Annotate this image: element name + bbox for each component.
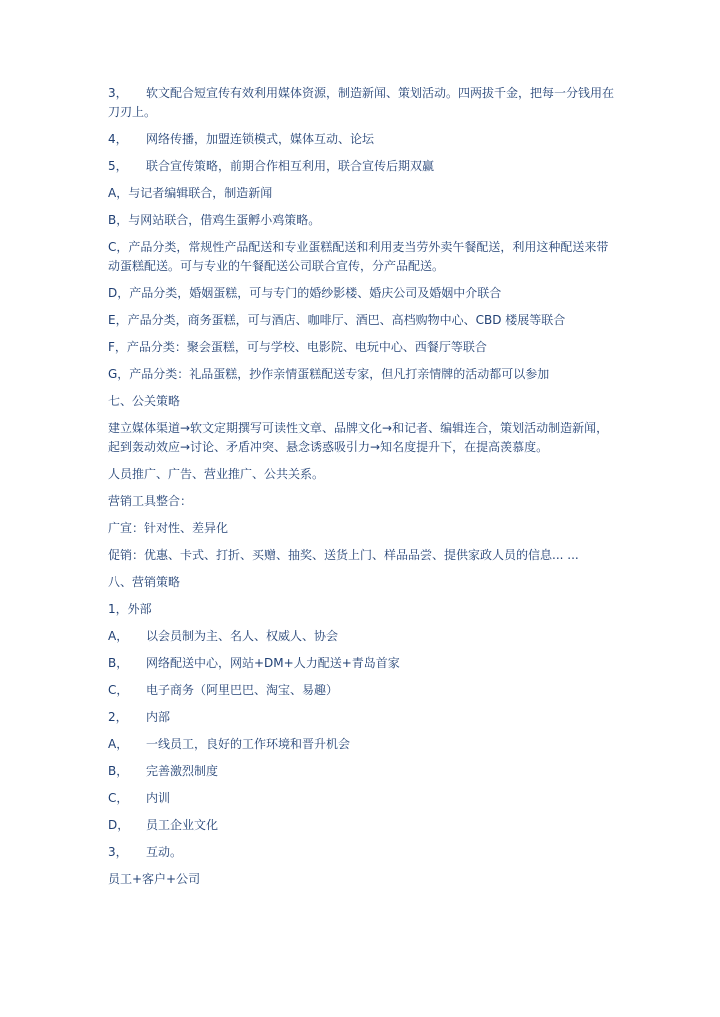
list-marker: C， xyxy=(108,791,129,805)
paragraph-text: 内部 xyxy=(146,710,171,724)
paragraph: B，与网站联合，借鸡生蛋孵小鸡策略。 xyxy=(108,213,321,227)
paragraph-text: 联合宣传策略，前期合作相互利用，联合宣传后期双赢 xyxy=(146,159,435,173)
paragraph xyxy=(108,130,618,149)
list-marker: 2， xyxy=(108,710,128,724)
paragraph xyxy=(108,157,618,176)
paragraph xyxy=(108,789,618,808)
paragraph: 人员推广、广告、营业推广、公共关系。 xyxy=(108,467,325,481)
paragraph-text: 内训 xyxy=(146,791,171,805)
paragraph xyxy=(108,84,618,122)
paragraph: A，与记者编辑联合，制造新闻 xyxy=(108,186,273,200)
paragraph: G，产品分类：礼品蛋糕，抄作亲情蛋糕配送专家，但凡打亲情牌的活动都可以参加 xyxy=(108,367,550,381)
paragraph-text: 软文配合短宣传有效利用媒体资源，制造新闻、策划活动。四两拔千金，把每一分钱用在刀刃上。 xyxy=(108,86,615,119)
paragraph xyxy=(108,627,618,646)
list-marker: B， xyxy=(108,764,129,778)
paragraph xyxy=(108,762,618,781)
paragraph xyxy=(108,843,618,862)
list-marker: 3， xyxy=(108,86,128,100)
paragraph: F，产品分类：聚会蛋糕，可与学校、电影院、电玩中心、西餐厅等联合 xyxy=(108,340,487,354)
paragraph xyxy=(108,681,618,700)
paragraph: 员工+客户+公司 xyxy=(108,872,201,886)
paragraph: C，产品分类，常规性产品配送和专业蛋糕配送和利用麦当劳外卖午餐配送，利用这种配送来带动蛋糕配送。可与专业的午餐配送公司联合宣传，分产品配送。 xyxy=(108,240,609,273)
paragraph: 1，外部 xyxy=(108,602,152,616)
list-marker: B， xyxy=(108,656,129,670)
paragraph: 促销：优惠、卡式、打折、买赠、抽奖、送货上门、样品品尝、提供家政人员的信息... ... xyxy=(108,548,579,562)
paragraph-text: 完善激烈制度 xyxy=(146,764,219,778)
list-marker: C， xyxy=(108,683,129,697)
list-marker: A， xyxy=(108,737,129,751)
paragraph xyxy=(108,654,618,673)
list-marker: D， xyxy=(108,818,130,832)
list-marker: 5， xyxy=(108,159,128,173)
paragraph xyxy=(108,735,618,754)
paragraph: D，产品分类，婚姻蛋糕，可与专门的婚纱影楼、婚庆公司及婚姻中介联合 xyxy=(108,286,502,300)
paragraph-text: 互动。 xyxy=(146,845,183,859)
paragraph: 广宣：针对性、差异化 xyxy=(108,521,229,535)
paragraph-text: 员工企业文化 xyxy=(146,818,219,832)
paragraph-text: 电子商务（阿里巴巴、淘宝、易趣） xyxy=(146,683,339,697)
paragraph: E，产品分类，商务蛋糕，可与酒店、咖啡厅、酒巴、高档购物中心、CBD 楼展等联合 xyxy=(108,313,566,327)
list-marker: 4， xyxy=(108,132,128,146)
paragraph xyxy=(108,816,618,835)
list-marker: 3， xyxy=(108,845,128,859)
paragraph-text: 网络传播，加盟连锁模式，媒体互动、论坛 xyxy=(146,132,375,146)
paragraph: 营销工具整合： xyxy=(108,494,193,508)
paragraph-text: 一线员工，良好的工作环境和晋升机会 xyxy=(146,737,351,751)
paragraph: 建立媒体渠道→软文定期撰写可读性文章、品牌文化→和记者、编辑连合，策划活动制造新闻，起到轰动效应→讨论、矛盾冲突、悬念诱惑吸引力→知名度提升下，在提高羡慕度。 xyxy=(108,421,609,454)
paragraph-text: 以会员制为主、名人、权威人、协会 xyxy=(146,629,339,643)
paragraph-text: 网络配送中心，网站+DM+人力配送+青岛首家 xyxy=(146,656,400,670)
list-marker: A， xyxy=(108,629,129,643)
section-heading: 八、营销策略 xyxy=(108,575,181,589)
document-page xyxy=(108,84,618,897)
paragraph xyxy=(108,708,618,727)
section-heading: 七、公关策略 xyxy=(108,394,181,408)
